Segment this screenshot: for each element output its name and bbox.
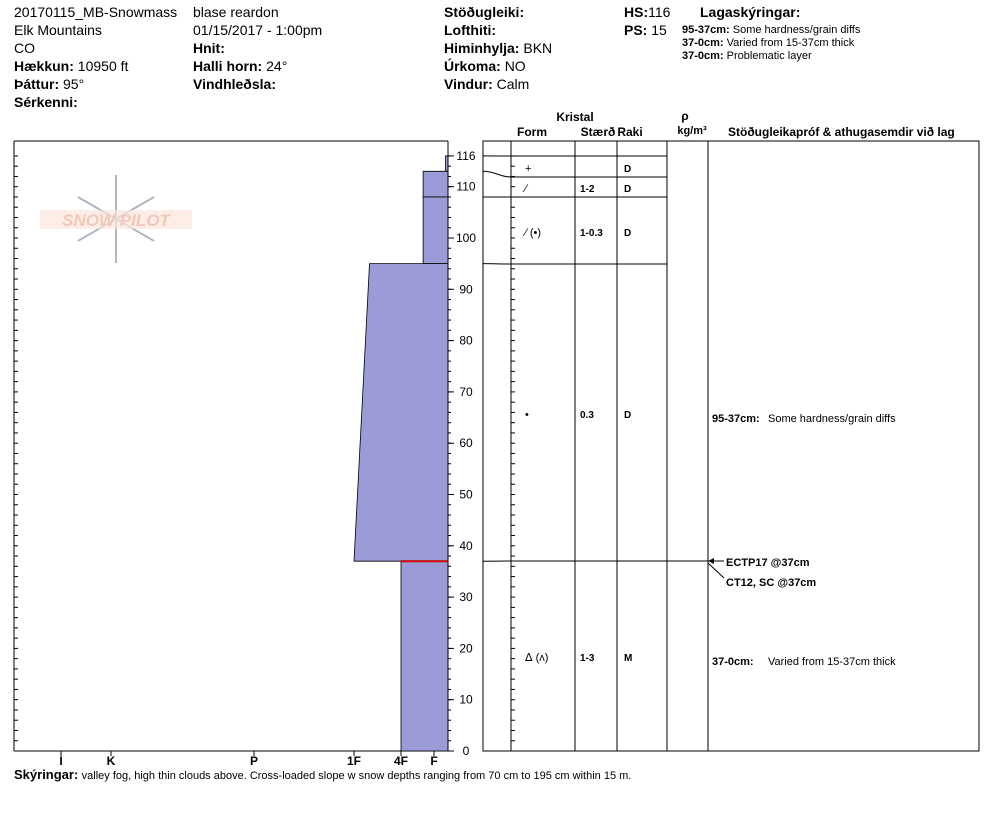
- elevation-label: Hækkun:: [14, 58, 74, 74]
- stability-test: CT12, SC @37cm: [726, 577, 817, 589]
- depth-tick-label: 60: [459, 436, 473, 451]
- layer-form: +: [525, 163, 532, 175]
- airtemp-label: Lofthiti:: [444, 22, 497, 38]
- depth-tick-label: 30: [459, 590, 473, 605]
- stability-label: Stöðugleiki:: [444, 4, 525, 20]
- depth-tick-label: 20: [459, 641, 473, 656]
- layer-comment-range: 95-37cm:: [712, 413, 760, 425]
- depth-tick-label: 90: [459, 282, 473, 297]
- layer-form: •: [525, 409, 529, 421]
- hardness-layer: [401, 561, 448, 751]
- hardness-tick-label: I: [59, 754, 63, 768]
- layer-moisture: M: [624, 653, 633, 664]
- depth-tick-label: 10: [459, 692, 473, 707]
- observer-name: blase reardon: [193, 4, 279, 20]
- depth-tick-label: 80: [459, 333, 473, 348]
- precip-label: Úrkoma:: [444, 58, 501, 74]
- sky-value: BKN: [523, 40, 553, 56]
- layer-link-line: [483, 171, 511, 177]
- layer-form: ∕: [525, 183, 527, 195]
- windload-label: Vindhleðsla:: [193, 76, 276, 92]
- test-arrow-line: [708, 563, 724, 578]
- layer-comment: Some hardness/grain diffs: [768, 413, 896, 425]
- depth-tick-label: 50: [459, 487, 473, 502]
- legend-range: 37-0cm:: [682, 50, 724, 62]
- hardness-tick-label: 4F: [393, 754, 409, 768]
- legend-range: 95-37cm:: [682, 24, 730, 36]
- layer-comment: Varied from 15-37cm thick: [768, 656, 896, 668]
- legend-text: Some hardness/grain diffs: [732, 24, 861, 36]
- density-unit: kg/m³: [677, 125, 707, 137]
- observation-datetime: 01/15/2017 - 1:00pm: [193, 22, 323, 38]
- layer-moisture: D: [624, 184, 632, 195]
- layer-size: 1-3: [580, 653, 595, 664]
- profile-title: 20170115_MB-Snowmass: [14, 4, 178, 20]
- remarks: [14, 767, 631, 782]
- layer-form: ∕ (•): [525, 227, 542, 239]
- coords-label: Hnit:: [193, 40, 225, 56]
- precip-value: NO: [504, 58, 526, 74]
- layer-moisture: D: [624, 228, 632, 239]
- hardness-tick-label: 1F: [346, 754, 362, 768]
- depth-tick-label: 70: [459, 384, 473, 399]
- layer-form: ⵠ (ᴧ): [525, 652, 549, 664]
- depth-tick-label: 0: [462, 744, 470, 758]
- hardness-layer: [423, 197, 448, 264]
- form-header: Form: [517, 125, 547, 139]
- logo-text: SNOW PILOT: [62, 211, 170, 230]
- aspect-label: Þáttur:: [14, 76, 60, 92]
- layer-moisture: D: [624, 410, 632, 421]
- legend-text: Problematic layer: [726, 50, 812, 62]
- ps-label: PS:: [624, 22, 648, 38]
- hardness-tick-label: K: [106, 754, 116, 768]
- depth-tick-label: 40: [459, 538, 473, 553]
- state: CO: [14, 40, 35, 56]
- hs-value: 116: [648, 4, 671, 20]
- legend-range: 37-0cm:: [682, 37, 724, 49]
- layer-moisture: D: [624, 164, 632, 175]
- depth-tick-label: 100: [455, 231, 477, 245]
- hardness-tick-label: F: [430, 754, 438, 768]
- stability-test: ECTP17 @37cm: [726, 557, 810, 569]
- test-arrowhead: [708, 558, 714, 564]
- layer-size: 1-0.3: [580, 228, 603, 239]
- layer-size: 1-2: [580, 184, 595, 195]
- aspect-value: 95°: [63, 76, 85, 92]
- remarks-label: Skýringar:: [14, 767, 79, 782]
- wind-label: Vindur:: [444, 76, 493, 92]
- depth-tick-label: 116: [456, 148, 476, 163]
- density-header: ρ: [681, 109, 689, 123]
- hardness-tick-label: P: [249, 754, 259, 768]
- depth-tick-label: 110: [456, 179, 476, 194]
- hardness-layer: [423, 171, 448, 197]
- tests-header: Stöðugleikapróf & athugasemdir við lag: [728, 125, 955, 139]
- slope-label: Halli horn:: [193, 58, 263, 74]
- kristal-header: Kristal: [556, 110, 594, 124]
- hardness-layer: [354, 264, 448, 562]
- remarks-text: valley fog, high thin clouds above. Cross-loaded slope w snow depths ranging from 70 cm to 195 cm within 15 m.: [81, 770, 632, 782]
- elevation-value: 10950 ft: [77, 58, 129, 74]
- legend-text: Varied from 15-37cm thick: [726, 37, 855, 49]
- ps-value: 15: [651, 22, 667, 38]
- hs-label: HS:: [624, 4, 649, 20]
- slope-value: 24°: [266, 58, 288, 74]
- mountain-range: Elk Mountains: [14, 22, 102, 38]
- legend-title: Lagaskýringar:: [700, 4, 801, 20]
- size-header: Stærð: [580, 125, 616, 139]
- features-label: Sérkenni:: [14, 94, 78, 110]
- layer-size: 0.3: [580, 410, 594, 421]
- sky-label: Himinhylja:: [444, 40, 520, 56]
- wind-value: Calm: [496, 76, 530, 92]
- layer-comment-range: 37-0cm:: [712, 656, 754, 668]
- moisture-header: Raki: [617, 125, 643, 139]
